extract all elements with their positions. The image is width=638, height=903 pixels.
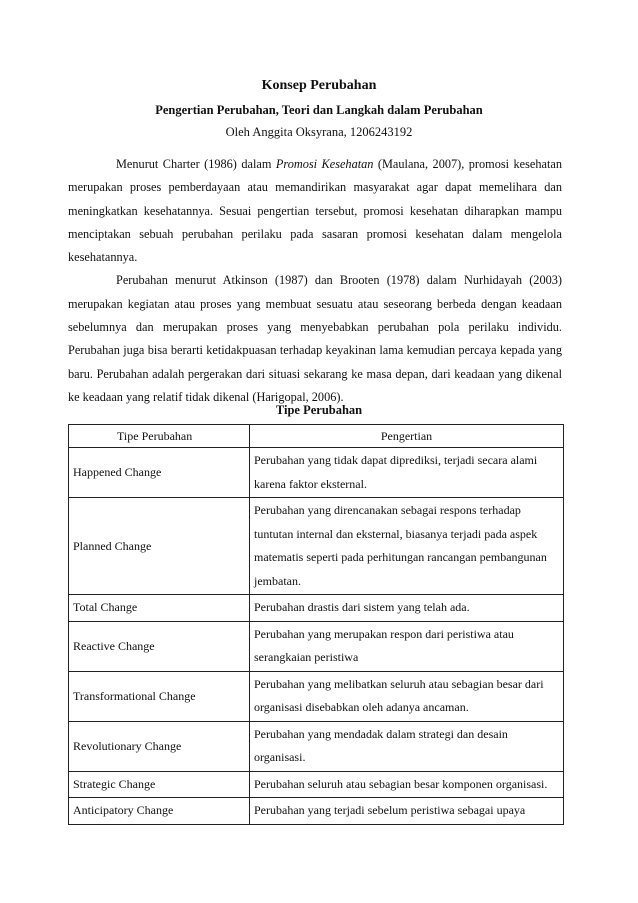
row-definition: Perubahan yang terjadi sebelum peristiwa sebagai upaya [250, 798, 564, 825]
body-text [68, 153, 562, 409]
row-definition: Perubahan yang tidak dapat diprediksi, terjadi secara alami karena faktor eksternal. [250, 448, 564, 498]
paragraph-1-start: Menurut Charter (1986) dalam [116, 157, 276, 171]
paragraph-2: Perubahan menurut Atkinson (1987) dan Brooten (1978) dalam Nurhidayah (2003) merupakan kegiatan atau proses yang membuat sesuatu atau seseorang berbeda dengan keadaan sebelumnya dan merupakan proses yang menyebabkan perubahan pola perilaku individu. Perubahan juga bisa berarti ketidakpuasan terhadap keyakinan lama kemudian percaya kepada yang baru. Perubahan adalah pergerakan dari situasi sekarang ke masa depan, dari keadaan yang dikenal ke keadaan yang relatif tidak dikenal (Harigopal, 2006). [68, 273, 562, 404]
row-type: Anticipatory Change [69, 798, 250, 825]
table-row [69, 798, 564, 825]
table-caption: Tipe Perubahan [275, 403, 363, 417]
row-definition: Perubahan yang merupakan respon dari peristiwa atau serangkaian peristiwa [250, 621, 564, 671]
row-definition: Perubahan yang mendadak dalam strategi dan desain organisasi. [250, 721, 564, 771]
row-type: Transformational Change [69, 671, 250, 721]
table-row [69, 448, 564, 498]
table-header-row [69, 425, 564, 448]
row-definition: Perubahan yang direncanakan sebagai respons terhadap tuntutan internal dan eksternal, biasanya terjadi pada aspek matematis seperti pada perhitungan rancangan pembangunan jembatan. [250, 498, 564, 595]
paragraph-1-rest: (Maulana, 2007), promosi kesehatan merupakan proses pemberdayaan atau memandirikan masyarakat agar dapat memelihara dan meningkatkan kesehatannya. Sesuai pengertian tersebut, promosi kesehatan diharapkan mampu menciptakan sebuah perubahan perilaku pada sasaran promosi kesehatan dalam mengelola kesehatannya. [68, 157, 562, 265]
row-type: Strategic Change [69, 771, 250, 798]
table-row [69, 595, 564, 622]
paragraph-1 [68, 153, 562, 269]
row-definition: Perubahan seluruh atau sebagian besar komponen organisasi. [250, 771, 564, 798]
header-type: Tipe Perubahan [69, 425, 250, 448]
change-types-table [68, 424, 564, 825]
row-type: Reactive Change [69, 621, 250, 671]
table-row [69, 721, 564, 771]
document-title: Konsep Perubahan [261, 78, 377, 93]
row-definition: Perubahan drastis dari sistem yang telah ada. [250, 595, 564, 622]
row-type: Revolutionary Change [69, 721, 250, 771]
table-row [69, 771, 564, 798]
paragraph-1-italic: Promosi Kesehatan [275, 157, 374, 171]
table-row [69, 671, 564, 721]
document-subtitle: Pengertian Perubahan, Teori dan Langkah dalam Perubahan [155, 103, 483, 117]
table-row [69, 621, 564, 671]
row-type: Planned Change [69, 498, 250, 595]
header-definition: Pengertian [250, 425, 564, 448]
row-type: Total Change [69, 595, 250, 622]
table-row [69, 498, 564, 595]
row-type: Happened Change [69, 448, 250, 498]
author-line: Oleh Anggita Oksyrana, 1206243192 [225, 125, 413, 139]
row-definition: Perubahan yang melibatkan seluruh atau sebagian besar dari organisasi disebabkan oleh adanya ancaman. [250, 671, 564, 721]
